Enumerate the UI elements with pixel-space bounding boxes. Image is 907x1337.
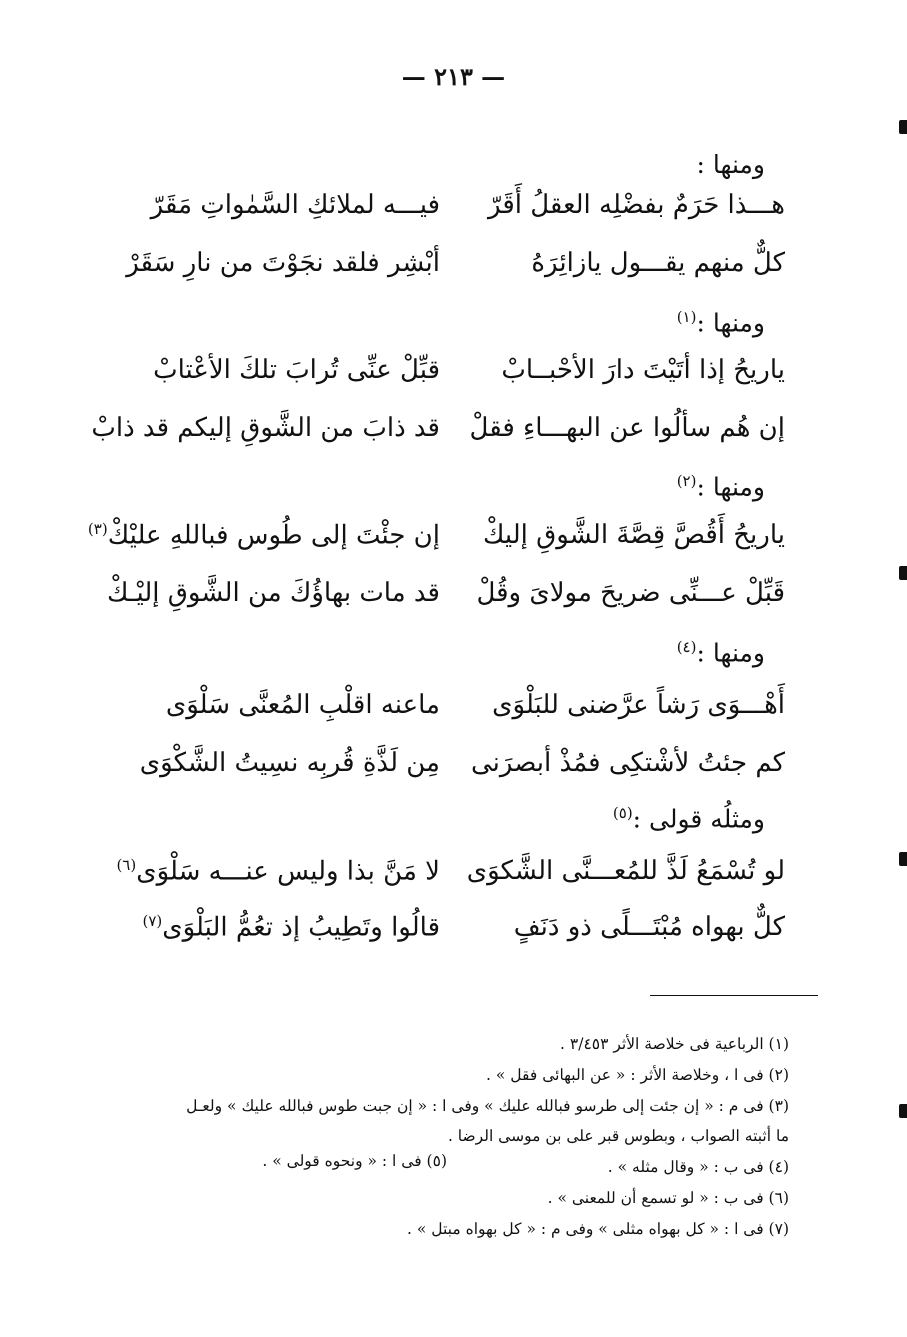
- verse-line: [106, 578, 785, 618]
- verse-second-hemistich: إن جئْتَ إلى طُوس فباللهِ عليْكْ$^{(٣)}$: [87, 520, 440, 551]
- verse-line: [120, 748, 785, 788]
- verse-first-hemistich: أَهْـــوَى رَشاً عرَّضنى للبَلْوَى: [492, 690, 785, 720]
- verse-second-hemistich: ماعنه اقلْبِ المُعنَّى سَلْوَى: [165, 690, 440, 720]
- verse-first-hemistich: كلٌّ بهواه مُبْتَـــلًى ذو دَنَفٍ: [513, 912, 785, 942]
- footnote: (٢) فى ا ، وخلاصة الأثر : « عن البهائى فقل » .: [486, 1066, 789, 1084]
- verse-second-hemistich: قد مات بهاؤُكَ من الشَّوقِ إليْـكْ: [106, 578, 440, 608]
- verse-line: [120, 912, 785, 952]
- section-intro: ومنها :: [696, 150, 765, 179]
- verse-second-hemistich: فيـــه لملائكِ السَّمٰواتِ مَقَرّ: [150, 190, 440, 220]
- verse-first-hemistich: كلٌّ منهم يقـــول يازائِرَهُ: [531, 248, 785, 278]
- verse-line: [120, 690, 785, 730]
- footnote: (٧) فى ا : « كل بهواه مثلى » وفى م : « كل بهواه مبتل » .: [407, 1220, 789, 1238]
- verse-second-hemistich: مِن لَذَّةِ قُربِه نسِيتُ الشَّكْوَى: [139, 748, 440, 778]
- section-intro: ومنها :$^{(٤)}$: [676, 638, 765, 668]
- section-intro: ومنها :$^{(٢)}$: [676, 472, 765, 502]
- verse-line: [87, 520, 785, 560]
- verse-first-hemistich: لو تُسْمَعُ لَذَّ للمُعـــنَّى الشَّكوَى: [466, 856, 785, 886]
- margin-mark: [899, 1104, 907, 1118]
- footnote-ref: (٧): [142, 912, 163, 930]
- footnote-separator: [650, 995, 818, 996]
- verse-line: [120, 248, 785, 288]
- footnote: (٥) فى ا : « ونحوه قولى » .: [262, 1152, 447, 1170]
- verse-second-hemistich: قالُوا وتَطِيبُ إذ تعُمُّ البَلْوَى$^{(٧)}$: [142, 912, 440, 943]
- verse-line: [120, 190, 785, 230]
- footnote: (٣) فى م : « إن جئت إلى طرسو فبالله عليك » وفى ا : « إن جبت طوس فبالله عليك » ولعـل: [186, 1097, 789, 1115]
- verse-first-hemistich: ياريحُ أَقُصَّ قِصَّةَ الشَّوقِ إليكْ: [482, 520, 785, 550]
- verse-first-hemistich: هـــذا حَرَمٌ بفضْلِه العقلُ أَقَرّ: [487, 190, 785, 220]
- verse-line: [116, 856, 785, 896]
- verse-second-hemistich: أبْشِر فلقد نجَوْتَ من نارِ سَقَرْ: [126, 248, 440, 278]
- page-number: — ٢١٣ —: [401, 62, 506, 91]
- margin-mark: [899, 566, 907, 580]
- footnote-ref: (٦): [116, 856, 137, 874]
- footnote: (٤) فى ب : « وقال مثله » .: [607, 1158, 789, 1176]
- verse-line: [91, 413, 785, 453]
- margin-mark: [899, 852, 907, 866]
- verse-second-hemistich: لا مَنَّ بذا وليس عنـــه سَلْوَى$^{(٦)}$: [116, 856, 440, 887]
- footnote: ما أثبته الصواب ، وبطوس قبر على بن موسى الرضا .: [447, 1127, 789, 1145]
- footnote-ref: (٢): [676, 472, 697, 490]
- margin-mark: [899, 120, 907, 134]
- verse-second-hemistich: قد ذابَ من الشَّوقِ إليكم قد ذابْ: [91, 413, 440, 443]
- footnote: (٦) فى ب : « لو تسمع أن للمعنى » .: [547, 1189, 789, 1207]
- footnote-ref: (٤): [676, 638, 697, 656]
- footnote-ref: (٣): [87, 520, 108, 538]
- verse-first-hemistich: إن هُم سألُوا عن البهـــاءِ فقلْ: [469, 413, 785, 443]
- section-intro: ومثلُه قولى :$^{(٥)}$: [612, 804, 765, 834]
- footnote: (١) الرباعية فى خلاصة الأثر ٣/٤٥٣ .: [560, 1035, 789, 1053]
- footnote-ref: (٥): [612, 804, 633, 822]
- verse-first-hemistich: ياريحُ إذا أتَيْتَ دارَ الأحْبــابْ: [501, 355, 785, 385]
- verse-first-hemistich: قَبِّلْ عـــنِّى ضريحَ مولاىَ وقُلْ: [476, 578, 785, 608]
- verse-second-hemistich: قبِّلْ عنِّى تُرابَ تلكَ الأعْتابْ: [153, 355, 440, 385]
- section-intro: ومنها :$^{(١)}$: [676, 308, 765, 338]
- verse-line: [120, 355, 785, 395]
- verse-first-hemistich: كم جئتُ لأشْتكِى فمُذْ أبصرَنى: [470, 748, 785, 778]
- footnote-ref: (١): [676, 308, 697, 326]
